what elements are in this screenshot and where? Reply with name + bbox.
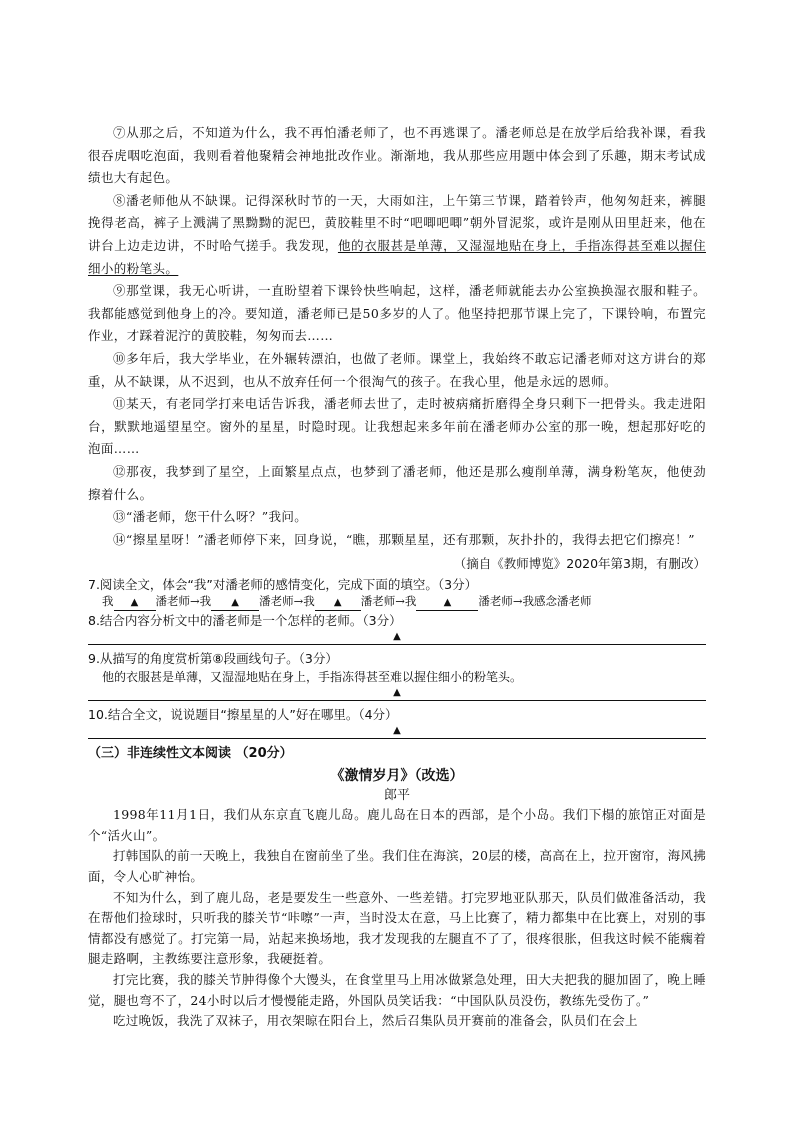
question-9-quoted-sentence: 他的衣服甚是单薄，又湿湿地贴在身上，手指冻得甚至难以握住细小的粉笔头。 bbox=[102, 670, 523, 685]
paragraph-8-underlined-sentence: 他的衣服甚是单薄，又湿湿地贴在身上，手指冻得甚至难以握住细小的粉笔头。 bbox=[88, 237, 706, 276]
question-9-prompt: 9.从描写的角度赏析第⑧段画线句子。（3分） bbox=[88, 651, 338, 667]
q7-answer-blank-2[interactable] bbox=[211, 594, 259, 611]
s3-paragraph-5: 吃过晚饭，我洗了双袜子，用衣架晾在阳台上，然后召集队员开赛前的准备会，队员们在会上 bbox=[113, 1013, 638, 1029]
s3-paragraph-1: 1998年11月1日，我们从东京直飞鹿儿岛。鹿儿岛在日本的西部，是个小岛。我们下榻的旅馆正对面是个“活火山”。 bbox=[88, 807, 706, 843]
question-9 bbox=[88, 649, 706, 701]
question-7-fill-line bbox=[88, 594, 706, 611]
article-title: 《激情岁月》（改选） bbox=[330, 768, 464, 785]
q7-segment-1: 我 bbox=[102, 594, 114, 609]
question-8-prompt: 8.结合内容分析文中的潘老师是一个怎样的老师。（3分） bbox=[88, 613, 402, 629]
answer-marker: ▲ bbox=[231, 597, 239, 609]
question-8 bbox=[88, 611, 706, 645]
answer-marker: ▲ bbox=[130, 597, 139, 609]
q7-segment-3: 潘老师→我 bbox=[259, 594, 315, 609]
question-7-prompt: 7.阅读全文，体会“我”对潘老师的感情变化，完成下面的填空。（3分） bbox=[88, 577, 478, 593]
passage-section bbox=[88, 122, 706, 551]
q7-answer-blank-1[interactable] bbox=[114, 594, 156, 611]
answer-marker: ▲ bbox=[393, 687, 401, 699]
q7-answer-blank-3[interactable] bbox=[315, 594, 361, 611]
paragraph-9: ⑨那堂课，我无心听讲，一直盼望着下课铃快些响起，这样，潘老师就能去办公室换换湿衣服和鞋子。我都能感觉到他身上的冷。要知道，潘老师已是50多岁的人了。他坚持把那节课上完了，下课铃响，布置完作业，才踩着泥泞的黄胶鞋，匆匆而去…… bbox=[88, 283, 706, 344]
paragraph-13: ⑬“潘老师，您干什么呀？”我问。 bbox=[113, 509, 308, 525]
answer-marker: ▲ bbox=[333, 597, 342, 609]
q7-segment-2: 潘老师→我 bbox=[155, 594, 212, 609]
question-10 bbox=[88, 705, 706, 739]
q7-answer-blank-4[interactable] bbox=[416, 594, 478, 611]
paragraph-10: ⑩多年后，我大学毕业，在外辗转漂泊，也做了老师。课堂上，我始终不敢忘记潘老师对这方讲台的郑重，从不缺课，从不迟到，也从不放弃任何一个很淘气的孩子。在我心里，他是永远的恩师。 bbox=[88, 350, 706, 389]
source-citation: （摘自《教师博览》2020年第3期，有删改） bbox=[453, 556, 706, 572]
paragraph-7: ⑦从那之后，不知道为什么，我不再怕潘老师了，也不再逃课了。潘老师总是在放学后给我补课，看我很吞虎咽吃泡面，我则看着他聚精会神地批改作业。渐渐地，我从那些应用题中体会到了乐趣，期末考试成绩也大有起色。 bbox=[88, 125, 706, 186]
question-10-prompt: 10.结合全文，说说题目“擦星星的人”好在哪里。（4分） bbox=[88, 707, 398, 723]
answer-marker: ▲ bbox=[443, 597, 452, 609]
paragraph-8-text: ⑧潘老师他从不缺课。记得深秋时节的一天，大雨如注，上午第三节课，踏着铃声，他匆匆赶来，裤腿挽得老高，裤子上溅满了黑黝黝的泥巴，黄胶鞋里不时“吧唧吧唧”朝外冒泥浆，或许是刚从田里赶来，他在讲台上边走边讲，不时哈气搓手。我发现， bbox=[88, 192, 706, 253]
paragraph-8 bbox=[88, 190, 706, 280]
question-9-answer-line[interactable] bbox=[88, 686, 706, 701]
s3-paragraph-4: 打完比赛，我的膝关节肿得像个大馒头，在食堂里马上用冰做紧急处理，田大夫把我的腿加固了，晚上睡觉，腿也弯不了，24小时以后才慢慢能走路，外国队员笑话我：“中国队队员没伤，教练先受伤了。” bbox=[88, 972, 706, 1008]
answer-marker: ▲ bbox=[393, 631, 401, 643]
s3-paragraph-3: 不知为什么，到了鹿儿岛，老是要发生一些意外、一些差错。打完罗地亚队那天，队员们做准备活动，我在帮他们捡球时，只听我的膝关节“咔嚓”一声，当时没太在意，马上比赛了，精力都集中在比赛上，对别的事情都没有感觉了。打完第一局，站起来换场地，我才发现我的左腿直不了了，很疼很胀，但我这时候不能瘸着腿走路啊，主教练要注意形象，我硬挺着。 bbox=[88, 889, 706, 967]
question-8-answer-line[interactable] bbox=[88, 630, 706, 645]
article-author: 郎平 bbox=[383, 788, 410, 804]
q7-segment-4: 潘老师→我 bbox=[360, 594, 417, 609]
section-3-body bbox=[88, 805, 706, 1032]
question-10-answer-line[interactable] bbox=[88, 724, 706, 739]
q7-segment-5: 潘老师→我感念潘老师 bbox=[478, 594, 592, 609]
paragraph-12: ⑫那夜，我梦到了星空，上面繁星点点，也梦到了潘老师，他还是那么瘦削单薄，满身粉笔灰，他使劲擦着什么。 bbox=[88, 463, 706, 502]
paragraph-11: ⑪某天，有老同学打来电话告诉我，潘老师去世了，走时被病痛折磨得全身只剩下一把骨头。我走进阳台，默默地遥望星空。窗外的星星，时隐时现。让我想起来多年前在潘老师办公室的那一晚，想起那好吃的泡面…… bbox=[88, 396, 706, 457]
s3-paragraph-2: 打韩国队的前一天晚上，我独自在窗前坐了坐。我们住在海滨，20层的楼，高高在上，拉开窗帘，海风拂面，令人心旷神怡。 bbox=[88, 848, 706, 885]
question-7 bbox=[88, 575, 706, 611]
paragraph-14: ⑭“擦星星呀！”潘老师停下来，回身说，“瞧，那颗星星，还有那颗，灰扑扑的，我得去把它们擦亮！” bbox=[113, 531, 695, 547]
exam-page bbox=[88, 122, 706, 1032]
section-3-heading: （三）非连续性文本阅读 （20分） bbox=[88, 746, 293, 762]
answer-marker: ▲ bbox=[393, 725, 401, 737]
